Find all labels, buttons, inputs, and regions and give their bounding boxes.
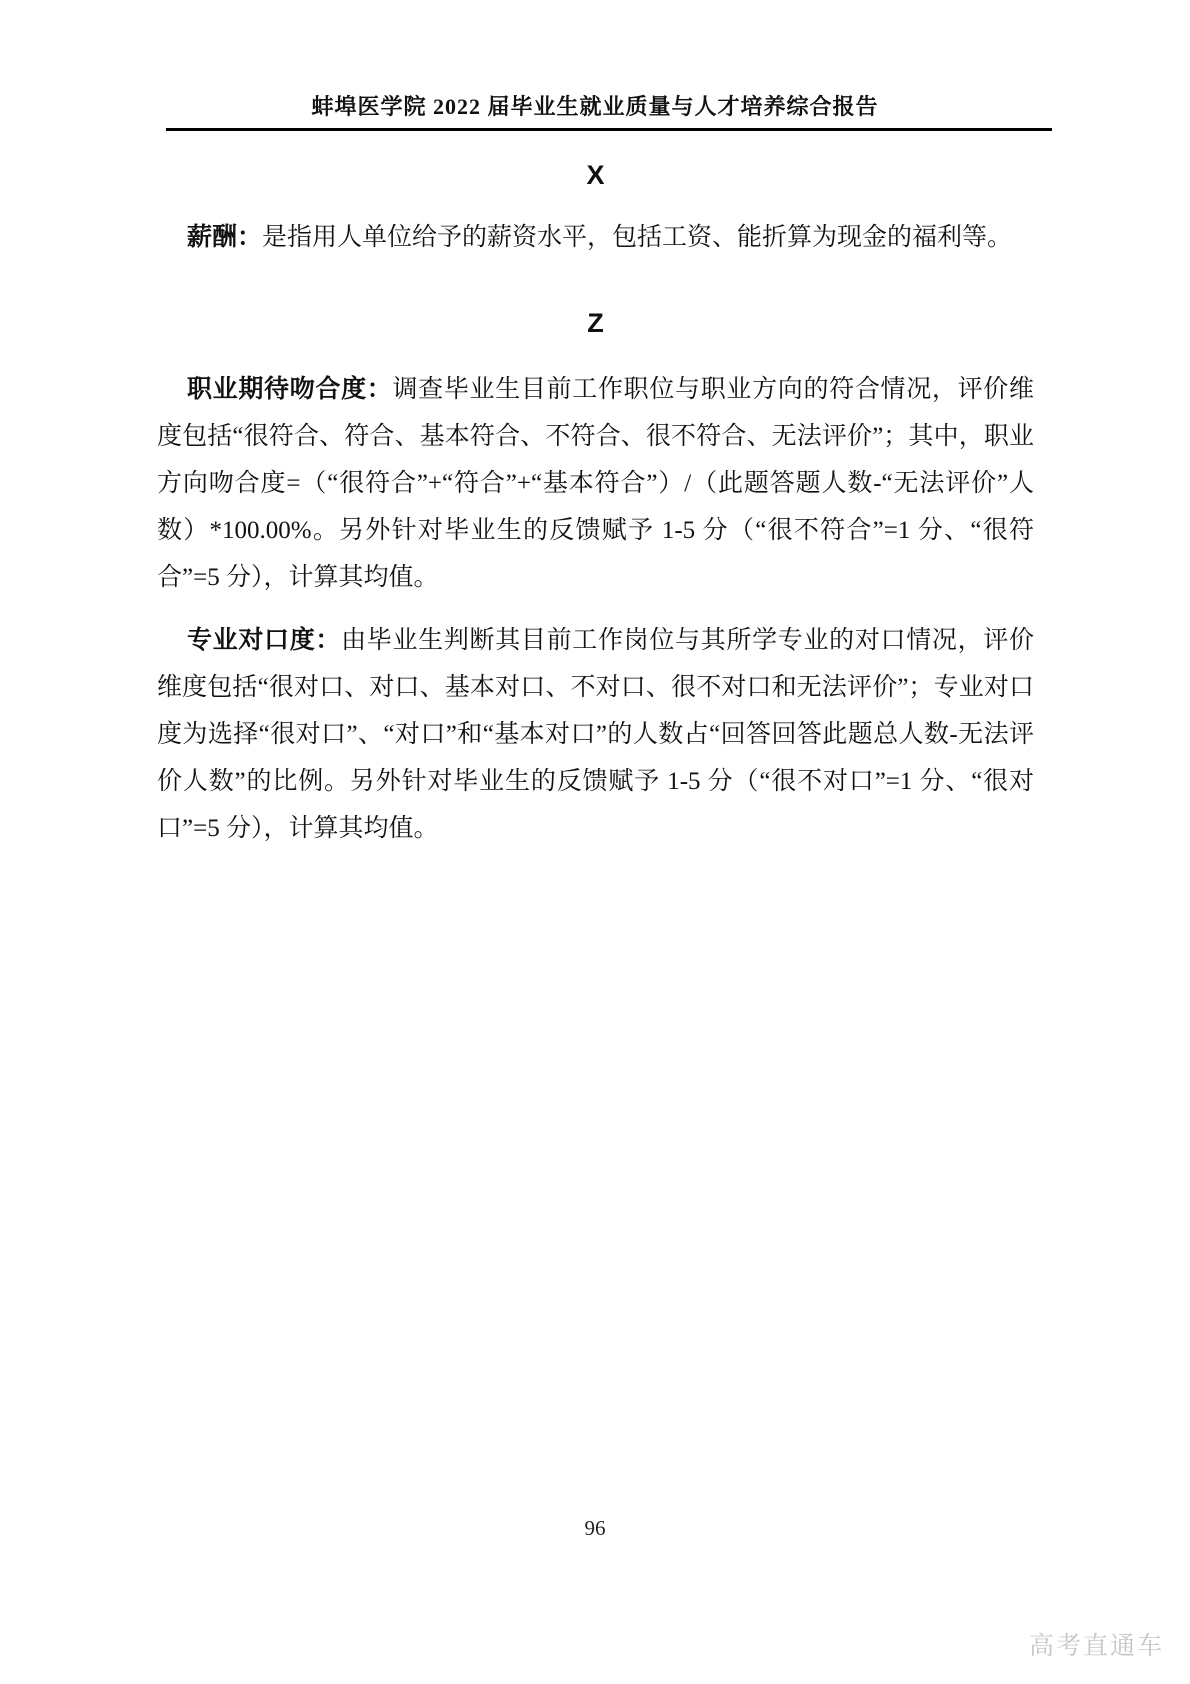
watermark-gaokao-zhitongche: 高考直通车 bbox=[1028, 1632, 1164, 1660]
header-rule bbox=[166, 128, 1052, 131]
report-title: 蚌埠医学院 2022 届毕业生就业质量与人才培养综合报告 bbox=[311, 94, 879, 119]
section-heading-z: Z bbox=[587, 308, 604, 338]
term-salary: 薪酬： bbox=[187, 224, 263, 251]
glossary-content bbox=[157, 159, 1034, 852]
definition-career-expectation-fit: 调查毕业生目前工作职位与职业方向的符合情况，评价维度包括“很符合、符合、基本符合、不符合、很不符合、无法评价”；其中，职业方向吻合度=（“很符合”+“符合”+“基本符合”）/（此题答题人数-“无法评价”人数）*100.00%。另外针对毕业生的反馈赋予 1-5 分（“很不符合”=1 分、“很符合”=5 分），计算其均值。 bbox=[157, 376, 1034, 591]
page-header bbox=[0, 0, 1190, 131]
paragraph-major-relevance-definition bbox=[157, 617, 1034, 852]
page-number: 96 bbox=[584, 1516, 606, 1540]
paragraph-salary-definition bbox=[157, 214, 1034, 261]
definition-salary: 是指用人单位给予的薪资水平，包括工资、能折算为现金的福利等。 bbox=[262, 224, 1013, 251]
term-major-relevance: 专业对口度： bbox=[187, 627, 342, 654]
definition-major-relevance: 由毕业生判断其目前工作岗位与其所学专业的对口情况，评价维度包括“很对口、对口、基本对口、不对口、很不对口和无法评价”；专业对口度为选择“很对口”、“对口”和“基本对口”的人数占“回答回答此题总人数-无法评价人数”的比例。另外针对毕业生的反馈赋予 1-5 分（“很不对口”=1 分、“很对口”=5 分），计算其均值。 bbox=[157, 627, 1034, 842]
paragraph-career-expectation-definition bbox=[157, 366, 1034, 601]
section-heading-x: X bbox=[586, 160, 605, 190]
term-career-expectation-fit: 职业期待吻合度： bbox=[187, 376, 393, 403]
